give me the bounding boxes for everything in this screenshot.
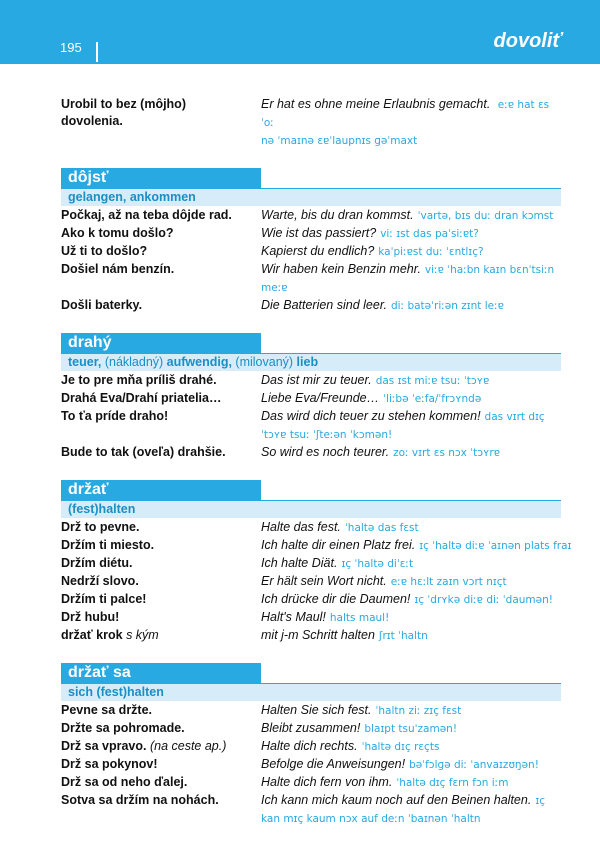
german-text: Liebe Eva/Freunde…	[261, 391, 380, 405]
german-translation	[261, 756, 561, 774]
header-divider	[96, 42, 98, 62]
entry-row	[61, 774, 561, 792]
german-translation	[261, 225, 561, 243]
german-translation	[261, 774, 561, 792]
pronunciation: kaˈpiːɐst duː ˈɛntlɪç?	[378, 246, 484, 258]
german-translation	[261, 720, 561, 738]
german-translation	[261, 555, 561, 573]
german-translation	[261, 792, 561, 828]
german-text: Halte das fest.	[261, 520, 341, 534]
slovak-phrase	[61, 96, 261, 150]
pronunciation: ʃrɪt ˈhaltn	[378, 630, 428, 642]
entry-row	[61, 207, 561, 225]
entry-row	[61, 444, 561, 462]
entry-row	[61, 738, 561, 756]
entry-row	[61, 519, 561, 537]
german-text: Halte dich fern von ihm.	[261, 775, 393, 789]
german-text: mit j-m Schritt halten	[261, 628, 375, 642]
entry-row	[61, 756, 561, 774]
slovak-phrase: Držím ti miesto.	[61, 538, 155, 552]
slovak-phrase: Už ti to došlo?	[61, 244, 148, 258]
german-text: Ich halte Diät.	[261, 556, 338, 570]
german-translation	[261, 702, 561, 720]
german-translation	[261, 738, 561, 756]
german-translation	[261, 627, 561, 645]
sense-word: teuer,	[68, 355, 102, 369]
pronunciation: eːɐ hat ɛs ˈoː	[261, 99, 550, 129]
slovak-phrase: Drž sa od neho ďalej.	[61, 775, 188, 789]
entry-row	[61, 243, 561, 261]
sense-context: (nákladný)	[101, 355, 167, 369]
pronunciation: diː batəˈriːən zɪnt leːɐ	[391, 300, 504, 312]
headword: držať sa	[61, 663, 261, 683]
sense-line	[61, 354, 561, 371]
sense-word: lieb	[296, 355, 319, 369]
german-text: Halte dich rechts.	[261, 739, 358, 753]
entry-row	[61, 390, 561, 408]
slovak-phrase: To ťa príde draho!	[61, 409, 169, 423]
pronunciation: das vɪrt dɪç	[484, 411, 545, 423]
slovak-phrase: Drahá Eva/Drahí priatelia…	[61, 391, 222, 405]
slovak-phrase: Počkaj, až na teba dôjde rad.	[61, 208, 232, 222]
slovak-phrase: Došiel nám benzín.	[61, 262, 175, 276]
pronunciation: ˈhaltə dɪç fɛrn fɔn iːm	[396, 777, 509, 789]
german-text: Die Batterien sind leer.	[261, 298, 387, 312]
german-translation	[261, 573, 561, 591]
sense-line: (fest)halten	[61, 501, 561, 518]
pronunciation: nə ˈmaɪnə ɛɐˈlaupnɪs ɡəˈmaxt	[261, 135, 418, 147]
german-text: Halt's Maul!	[261, 610, 326, 624]
pronunciation: viː ɪst das paˈsiːɐt?	[380, 228, 479, 240]
pronunciation: das ɪst miːɐ tsuː ˈtɔʏɐ	[375, 375, 490, 387]
german-text: Er hält sein Wort nicht.	[261, 574, 387, 588]
slovak-phrase: Drž to pevne.	[61, 520, 140, 534]
slovak-phrase: Je to pre mňa príliš drahé.	[61, 373, 217, 387]
pronunciation: ˈtɔʏɐ tsuː ˈʃteːən ˈkɔmən!	[261, 429, 393, 441]
entry-row	[61, 372, 561, 390]
german-translation	[261, 591, 561, 609]
entry-row	[61, 261, 561, 297]
pronunciation: ˈhaltn ziː zɪç fɛst	[375, 705, 462, 717]
entry-row	[61, 96, 561, 150]
page-number: 195	[60, 40, 82, 55]
slovak-phrase	[61, 627, 261, 645]
sense-word: aufwendig,	[166, 355, 232, 369]
headword: dôjsť	[61, 168, 261, 188]
pronunciation: viːɐ ˈhaːbn kaɪn bɛnˈtsiːn	[424, 264, 555, 276]
entry-drahy	[61, 333, 561, 462]
slovak-phrase: Došli baterky.	[61, 298, 143, 312]
headword: držať	[61, 480, 261, 500]
slovak-phrase: Ako k tomu došlo?	[61, 226, 174, 240]
slovak-phrase	[61, 738, 261, 756]
entry-row	[61, 591, 561, 609]
slovak-text: Drž sa vpravo.	[61, 739, 147, 753]
pronunciation: kan mɪç kaum nɔx auf deːn ˈbaɪnən ˈhaltn	[261, 813, 481, 825]
pronunciation: meːɐ	[261, 282, 288, 294]
german-text: Er hat es ohne meine Erlaubnis gemacht.	[261, 97, 491, 111]
entry-row	[61, 573, 561, 591]
slovak-phrase: Držte sa pohromade.	[61, 721, 185, 735]
slovak-phrase: Pevne sa držte.	[61, 703, 153, 717]
slovak-phrase: Držím ti palce!	[61, 592, 147, 606]
german-translation	[261, 96, 561, 150]
running-head: dovoliť	[493, 30, 562, 52]
german-text: Ich halte dir einen Platz frei.	[261, 538, 416, 552]
slovak-phrase: Držím diétu.	[61, 556, 133, 570]
german-text: Ich kann mich kaum noch auf den Beinen halten.	[261, 793, 532, 807]
sense-context: (milovaný)	[231, 355, 297, 369]
pronunciation: ˈhaltə das fɛst	[344, 522, 419, 534]
pronunciation: blaɪpt tsuˈzamən!	[364, 723, 458, 735]
german-text: Warte, bis du dran kommst.	[261, 208, 414, 222]
entry-row	[61, 627, 561, 645]
german-text: So wird es noch teurer.	[261, 445, 390, 459]
pronunciation: ˈhaltə dɪç rɛçts	[361, 741, 440, 753]
german-translation	[261, 390, 561, 408]
pronunciation: zoː vɪrt ɛs nɔx ˈtɔʏrɐ	[393, 447, 501, 459]
german-text: Kapierst du endlich?	[261, 244, 375, 258]
entry-row	[61, 720, 561, 738]
sense-line: sich (fest)halten	[61, 684, 561, 701]
pronunciation: ɪç	[535, 795, 545, 807]
entry-row	[61, 537, 572, 555]
entry-drzat	[61, 480, 572, 645]
slovak-phrase-line: dovolenia.	[61, 114, 123, 128]
german-translation	[261, 297, 561, 315]
german-translation	[261, 537, 572, 555]
pronunciation: ˈliːbə ˈeːfa/ˈfrɔʏndə	[383, 393, 482, 405]
sense-line: gelangen, ankommen	[61, 189, 561, 206]
entry-row	[61, 297, 561, 315]
pronunciation: eːɐ hɛːlt zaɪn vɔrt nɪçt	[390, 576, 507, 588]
pronunciation: ɪç ˈdrʏkə diːɐ diː ˈdaumən!	[414, 594, 553, 606]
pronunciation: halts maul!	[329, 612, 390, 624]
german-translation	[261, 408, 561, 444]
german-translation	[261, 372, 561, 390]
pronunciation: ɪç ˈhaltə diˈɛːt	[341, 558, 414, 570]
entry-row	[61, 225, 561, 243]
dictionary-content	[61, 96, 572, 828]
entry-row	[61, 702, 561, 720]
slovak-context: (na ceste ap.)	[149, 739, 227, 753]
pronunciation: ɪç ˈhaltə diːɐ ˈaɪnən plats fraɪ	[419, 540, 572, 552]
german-text: Bleibt zusammen!	[261, 721, 361, 735]
german-translation	[261, 243, 561, 261]
entry-row	[61, 555, 561, 573]
german-text: Ich drücke dir die Daumen!	[261, 592, 411, 606]
entry-dojst	[61, 168, 561, 315]
entry-row	[61, 408, 561, 444]
slovak-text: držať krok	[61, 628, 123, 642]
german-text: Wie ist das passiert?	[261, 226, 377, 240]
german-translation	[261, 519, 561, 537]
slovak-phrase: Nedrží slovo.	[61, 574, 139, 588]
entry-row	[61, 609, 561, 627]
entry-drzat-sa	[61, 663, 561, 828]
headword: drahý	[61, 333, 261, 353]
german-text: Das ist mir zu teuer.	[261, 373, 372, 387]
slovak-phrase: Drž sa pokynov!	[61, 757, 158, 771]
pronunciation: bəˈfɔlɡə diː ˈanvaɪzʊŋən!	[409, 759, 539, 771]
slovak-context: s kým	[126, 628, 159, 642]
german-translation	[261, 444, 561, 462]
slovak-phrase-line: Urobil to bez (môjho)	[61, 97, 186, 111]
german-translation	[261, 207, 561, 225]
pronunciation: ˈvartə, bɪs duː dran kɔmst	[417, 210, 554, 222]
german-text: Halten Sie sich fest.	[261, 703, 372, 717]
slovak-phrase: Drž hubu!	[61, 610, 120, 624]
slovak-phrase: Bude to tak (oveľa) drahšie.	[61, 445, 226, 459]
german-translation	[261, 609, 561, 627]
german-text: Befolge die Anweisungen!	[261, 757, 406, 771]
german-text: Wir haben kein Benzin mehr.	[261, 262, 421, 276]
german-translation	[261, 261, 561, 297]
german-text: Das wird dich teuer zu stehen kommen!	[261, 409, 481, 423]
slovak-phrase: Sotva sa držím na nohách.	[61, 793, 219, 807]
entry-row	[61, 792, 561, 828]
page-header	[0, 0, 600, 64]
